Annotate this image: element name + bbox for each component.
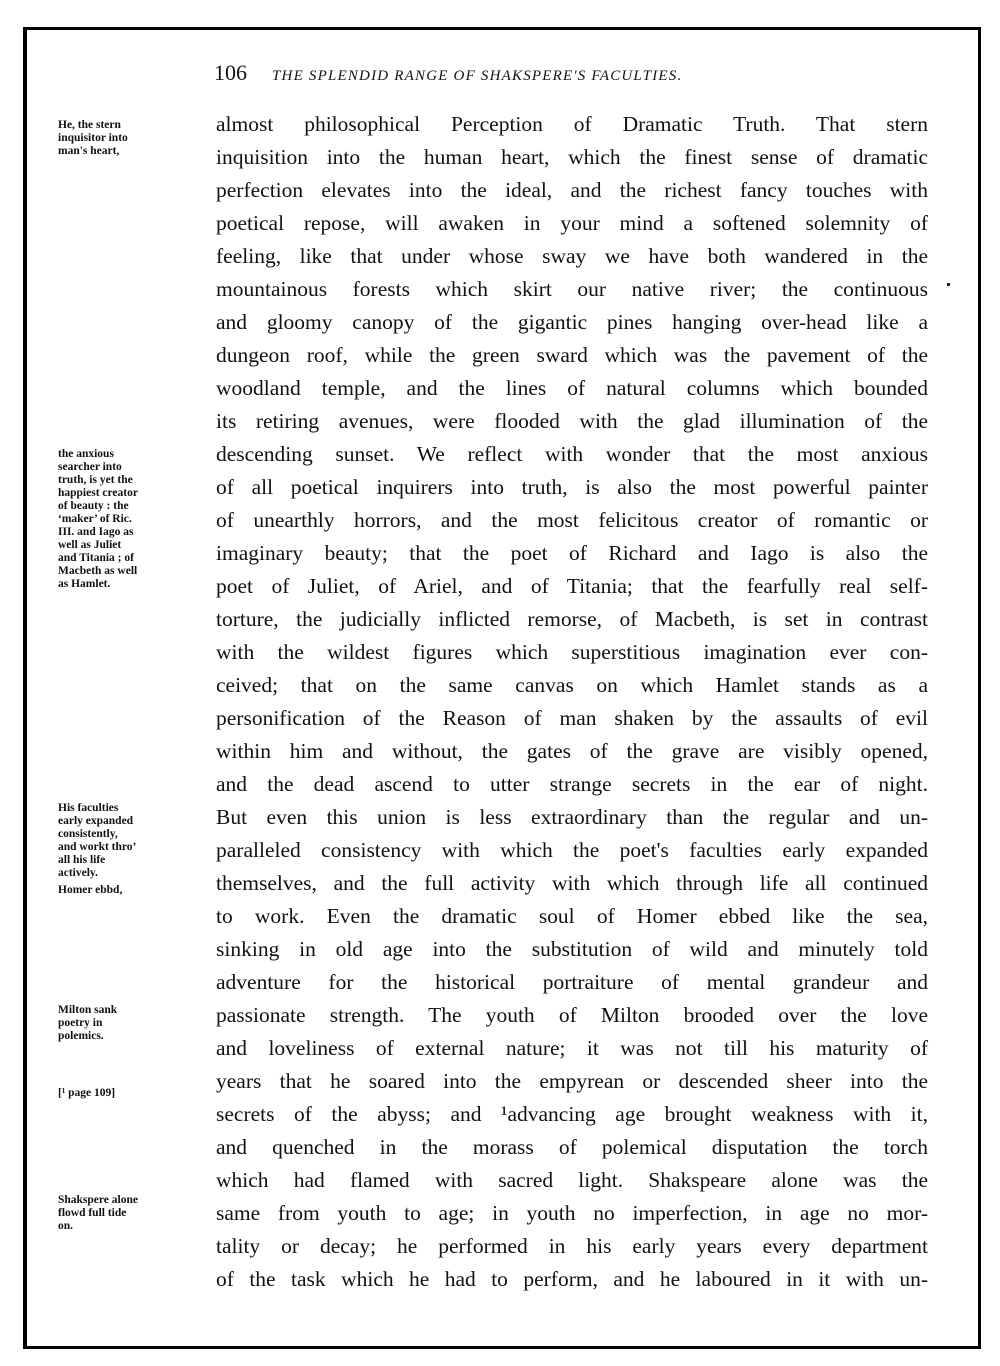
margin-note-line: actively. <box>58 867 98 879</box>
margin-note-line: Macbeth as well <box>58 565 138 577</box>
margin-note-line: He, the stern <box>58 119 121 131</box>
text-line: inquisition into the human heart, which the finest sense of dramatic <box>216 145 928 169</box>
margin-note-line: Milton sank <box>58 1004 118 1016</box>
text-line: woodland temple, and the lines of natural columns which bounded <box>216 376 928 400</box>
margin-note-line: well as Juliet <box>58 539 122 551</box>
text-line: perfection elevates into the ideal, and the richest fancy touches with <box>216 178 928 202</box>
margin-note-line: flowd full tide <box>58 1207 127 1219</box>
margin-note <box>58 1194 208 1233</box>
margin-note-line: truth, is yet the <box>58 474 133 486</box>
text-line: of unearthly horrors, and the most felicitous creator of romantic or <box>216 508 928 532</box>
margin-note-line: ‘maker’ of Ric. <box>58 513 132 525</box>
text-line: within him and without, the gates of the grave are visibly opened, <box>216 739 928 763</box>
margin-note-line: all his life <box>58 854 106 866</box>
margin-note-line: poetry in <box>58 1017 103 1029</box>
margin-note <box>58 802 208 880</box>
margin-note <box>58 119 208 158</box>
margin-note-line: Shakspere alone <box>58 1194 138 1206</box>
margin-note-line: man's heart, <box>58 145 120 157</box>
margin-note <box>58 448 208 591</box>
margin-note-line: consistently, <box>58 828 118 840</box>
text-line: and loveliness of external nature; it was not till his maturity of <box>216 1036 928 1060</box>
margin-note-line: the anxious <box>58 448 114 460</box>
page-number: 106 <box>214 60 247 85</box>
margin-note-line: Homer ebbd, <box>58 884 123 896</box>
text-line: which had flamed with sacred light. Shakspeare alone was the <box>216 1168 928 1192</box>
margin-note-line: as Hamlet. <box>58 578 111 590</box>
text-line: years that he soared into the empyrean or descended sheer into the <box>216 1069 928 1093</box>
text-line: same from youth to age; in youth no imperfection, in age no mor- <box>216 1201 928 1225</box>
margin-note-line: polemics. <box>58 1030 104 1042</box>
margin-note-line: [¹ page 109] <box>58 1087 116 1099</box>
margin-note <box>58 1004 208 1043</box>
text-line: with the wildest figures which superstitious imagination ever con- <box>216 640 928 664</box>
text-line: of all poetical inquirers into truth, is also the most powerful painter <box>216 475 928 499</box>
ink-speck <box>947 283 950 286</box>
body-text <box>216 108 928 1296</box>
text-line: poetical repose, will awaken in your mind a softened solemnity of <box>216 211 928 235</box>
text-line: dungeon roof, while the green sward which was the pavement of the <box>216 343 928 367</box>
text-line: tality or decay; he performed in his early years every department <box>216 1234 928 1258</box>
text-line: and gloomy canopy of the gigantic pines hanging over-head like a <box>216 310 928 334</box>
text-line: to work. Even the dramatic soul of Homer ebbed like the sea, <box>216 904 928 928</box>
running-head <box>214 60 944 90</box>
text-line: secrets of the abyss; and ¹advancing age brought weakness with it, <box>216 1102 928 1126</box>
margin-note-line: and Titania ; of <box>58 552 134 564</box>
margin-note-line: His faculties <box>58 802 119 814</box>
text-line: poet of Juliet, of Ariel, and of Titania; that the fearfully real self- <box>216 574 928 598</box>
margin-note-line: of beauty : the <box>58 500 129 512</box>
text-line: descending sunset. We reflect with wonder that the most anxious <box>216 442 928 466</box>
margin-note-line: on. <box>58 1220 74 1232</box>
margin-note-line: III. and Iago as <box>58 526 134 538</box>
margin-note-line: inquisitor into <box>58 132 128 144</box>
text-line: and quenched in the morass of polemical disputation the torch <box>216 1135 928 1159</box>
text-line: and the dead ascend to utter strange secrets in the ear of night. <box>216 772 928 796</box>
text-line: themselves, and the full activity with which through life all continued <box>216 871 928 895</box>
text-line: passionate strength. The youth of Milton brooded over the love <box>216 1003 928 1027</box>
margin-note-line: early expanded <box>58 815 134 827</box>
text-line: imaginary beauty; that the poet of Richard and Iago is also the <box>216 541 928 565</box>
margin-note-line: searcher into <box>58 461 122 473</box>
text-line: personification of the Reason of man shaken by the assaults of evil <box>216 706 928 730</box>
text-line: feeling, like that under whose sway we have both wandered in the <box>216 244 928 268</box>
margin-note-line: happiest creator <box>58 487 138 499</box>
text-line: sinking in old age into the substitution of wild and minutely told <box>216 937 928 961</box>
text-line: torture, the judicially inflicted remorse, of Macbeth, is set in contrast <box>216 607 928 631</box>
margin-note <box>58 1087 208 1100</box>
running-head-title: THE SPLENDID RANGE OF SHAKSPERE'S FACULTIES. <box>272 68 683 84</box>
text-line: mountainous forests which skirt our native river; the continuous <box>216 277 928 301</box>
text-line: But even this union is less extraordinary than the regular and un- <box>216 805 928 829</box>
text-line: its retiring avenues, were flooded with the glad illumination of the <box>216 409 928 433</box>
text-line: of the task which he had to perform, and he laboured in it with un- <box>216 1267 928 1291</box>
margin-note-line: and workt thro’ <box>58 841 137 853</box>
text-line: paralleled consistency with which the poet's faculties early expanded <box>216 838 928 862</box>
margin-note <box>58 884 208 897</box>
text-line: adventure for the historical portraiture of mental grandeur and <box>216 970 928 994</box>
text-line: ceived; that on the same canvas on which Hamlet stands as a <box>216 673 928 697</box>
text-line: almost philosophical Perception of Dramatic Truth. That stern <box>216 112 928 136</box>
